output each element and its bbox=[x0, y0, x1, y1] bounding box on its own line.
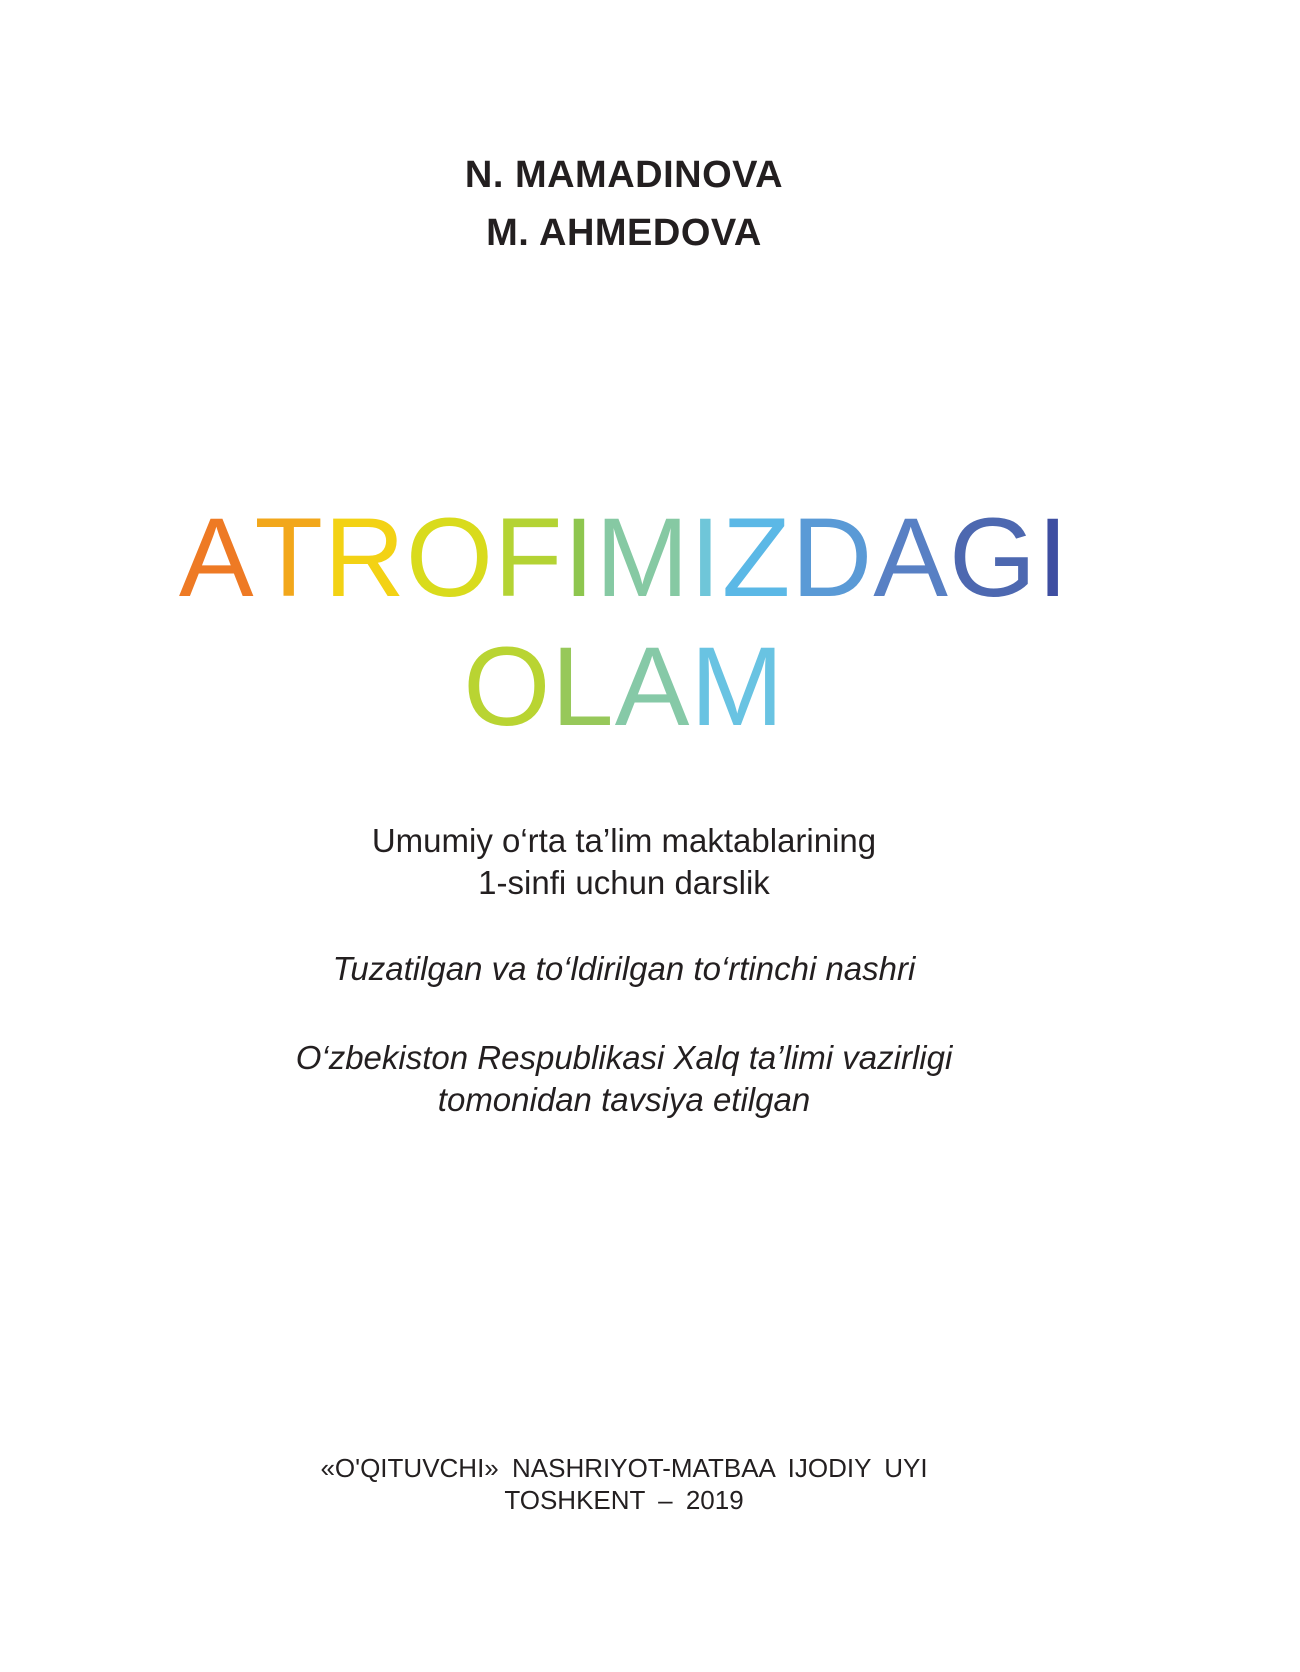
title-letter: F bbox=[493, 495, 564, 620]
title-letter: M bbox=[595, 495, 690, 620]
title-letter: T bbox=[254, 495, 324, 620]
publisher-city-year: TOSHKENT – 2019 bbox=[504, 1485, 744, 1515]
title-letter: D bbox=[791, 495, 874, 620]
title-letter: A bbox=[614, 624, 691, 749]
subtitle-line: 1-sinfi uchun darslik bbox=[478, 864, 770, 901]
title-letter: A bbox=[178, 495, 255, 620]
subtitle-line: Umumiy o‘rta ta’lim maktablarining bbox=[371, 822, 877, 859]
title-letter: A bbox=[873, 495, 949, 620]
title-letter: I bbox=[1037, 495, 1070, 620]
title-letter: I bbox=[563, 495, 596, 620]
title-letter: L bbox=[551, 624, 615, 749]
book-subtitle bbox=[0, 820, 1248, 904]
title-letter: Z bbox=[721, 495, 792, 620]
authors-block bbox=[0, 146, 1248, 262]
book-title-line-1 bbox=[0, 495, 1248, 620]
title-letter: R bbox=[323, 495, 406, 620]
approval-note bbox=[0, 1037, 1248, 1121]
title-letter: M bbox=[690, 624, 785, 749]
title-letter: G bbox=[948, 495, 1038, 620]
title-letter: O bbox=[463, 624, 552, 749]
edition-note: Tuzatilgan va to‘ldirilgan to‘rtinchi nashri bbox=[332, 950, 916, 987]
publisher-name: «O'QITUVCHI» NASHRIYOT-MATBAA IJODIY UYI bbox=[320, 1453, 928, 1483]
approval-line: O‘zbekiston Respublikasi Xalq ta’limi vazirligi bbox=[295, 1039, 953, 1076]
title-letter: I bbox=[689, 495, 722, 620]
publisher-block bbox=[0, 1452, 1248, 1516]
approval-line: tomonidan tavsiya etilgan bbox=[437, 1081, 811, 1118]
author-name: M. AHMEDOVA bbox=[486, 212, 762, 254]
author-name: N. MAMADINOVA bbox=[464, 154, 784, 196]
title-letter: O bbox=[405, 495, 494, 620]
book-title-line-2 bbox=[0, 624, 1248, 749]
